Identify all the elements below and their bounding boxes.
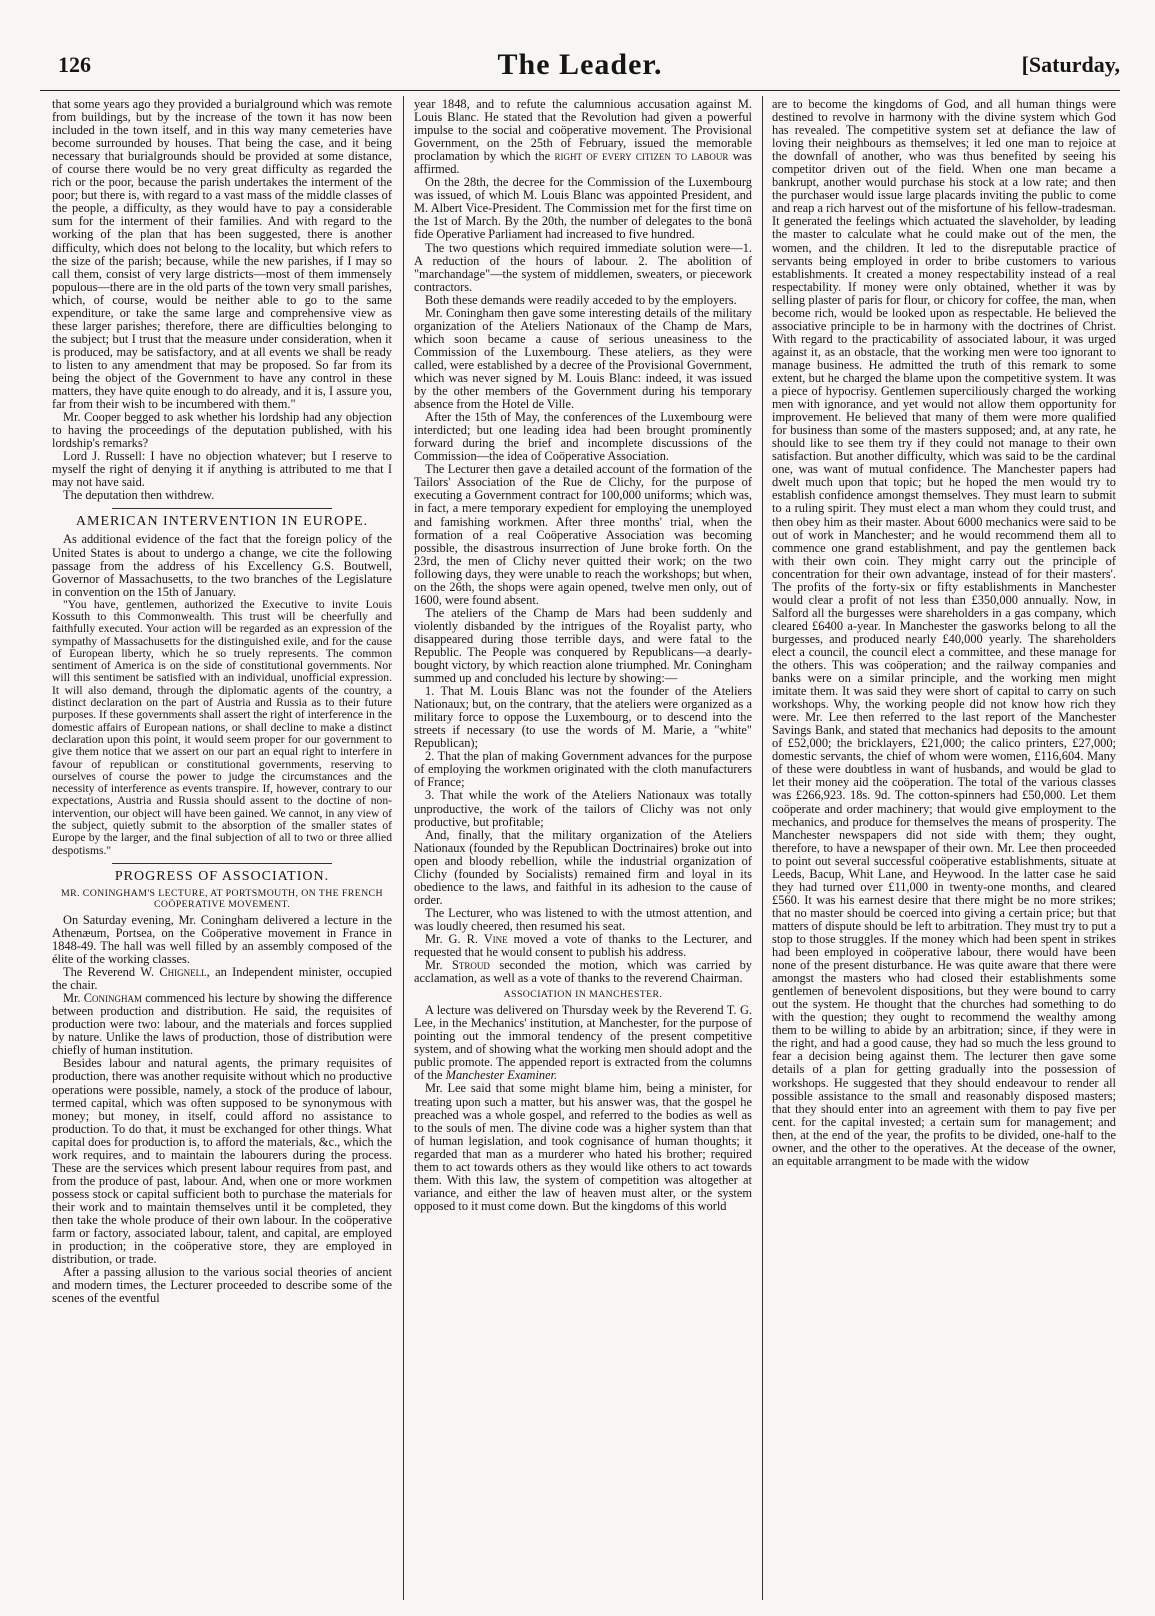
- column-divider: [403, 96, 404, 1600]
- person-name: G. R. Vine: [448, 932, 508, 946]
- text-run: was affirmed.: [414, 149, 752, 177]
- paragraph: Both these demands were readily acceded to by the employers.: [425, 292, 737, 307]
- person-name: Coningham: [83, 991, 143, 1006]
- text-run: A lecture was delivered on Thursday week by the Reverend T. G. Lee, in the Mechanics' institution, at Manchester, for the purpose of pointing out the immoral tendency of the present competitive system, and of showing what the working men should adopt and the public promote. The appended report is extracted from the columns of the: [414, 1003, 752, 1083]
- column-2: [414, 98, 752, 1606]
- paragraph: [414, 959, 752, 985]
- paragraph: [414, 1004, 752, 1082]
- section-subheading: ASSOCIATION IN MANCHESTER.: [503, 989, 663, 1001]
- text-run: moved a vote of thanks to the Lecturer, and requested that he would consent to publish his address.: [414, 932, 752, 960]
- emphasis-caps: right of every citizen to labour: [554, 149, 729, 164]
- newspaper-title: The Leader.: [497, 48, 663, 81]
- column-1: [52, 98, 392, 1606]
- paragraph: Mr. Lee said that some might blame him, being a minister, for treating upon such a matter, but his answer was, that the gospel he preached was a whole gospel, and referred to the bodies as well as to the souls of men. The divine code was a higher system than that of human legislation, and took cognisance of human thoughts; it regarded that man as a murderer who hated his brother; required them to act towards others as they would like others to act towards them. With this law, the system of competition was altogether at variance, and either the law of heaven must alter, or the system opposed to it must come down. But the kingdoms of this world: [414, 1081, 752, 1213]
- paragraph: The ateliers of the Champ de Mars had been suddenly and violently disbanded by the intrigues of the Royalist party, who disappeared during those terrible days, and were fatal to the Republic. The People was conquered by Republicans—a dearly-bought victory, by which reaction alone triumphed. Mr. Coningham summed up and concluded his lecture by showing:—: [414, 605, 752, 686]
- text-run: Mr.: [63, 991, 84, 1006]
- paragraph: are to become the kingdoms of God, and all human things were destined to revolve in harmony with the divine system which God has revealed. The competitive system set at defiance the law of loving their neighbours as themselves; it led one man to rejoice at the downfall of another, who was thus benefited by seeing his competitor driven out of the field. When one man became a bankrupt, another would purchase his stock at a low rate; and then the purchaser would issue large placards inviting the public to come and reap a rich harvest out of the misfortune of his fellow-tradesman. It generated the feelings which actuated the slaveholder, by leading the master to calculate what he could make out of the men, the women, and the children. It led to the disreputable practice of servants being employed in order to bribe customers to various establishments. It created a money respectability instead of a real respectability. If money were only obtained, whether it was by selling plaster of paris for flour, or chicory for coffee, the man, when become rich, would be looked upon as respectable. He believed the associative principle to be in harmony with the doctrines of Christ. With regard to the practicability of associated labour, it was urged against it, as an obstacle, that the working men were too ignorant to manage business. He admitted the truth of this remark to some extent, but he charged the blame upon the competitive system. It was a piece of hypocrisy. Gentlemen superciliously charged the working men with ignorance, and yet would not allow them opportunity for improvement. He believed that many of them were more qualified for business than some of the masters supposed; and, at any rate, he should like to see them try if they could not manage to their own satisfaction. But another difficulty, which was said to be the cardinal one, was want of mutual confidence. The Manchester papers had dwelt much upon that topic; but he hoped the men would try to establish confidence amongst themselves. They must learn to submit to a ruling spirit. They must elect a man whom they could trust, and then obey him as their master. About 6000 mechanics were said to be out of work in Manchester; and he would recommend them all to commence one grand establishment, and pay the gentlemen back with their own coin. They might carry out the principle of concentration for their own advantage, instead of for their masters'. The profits of the forty-six or fifty establishments in Manchester would clear a profit of not less than £350,000 annually. Now, in Salford all the burgesses were shareholders in a gas company, which cleared £6400 a-year. In Manchester the gasworks belong to all the burgesses, and produced nearly £40,000 yearly. The shareholders elect a council, the council elect a committee, and these manage for the others. This was coöperation; and the railway companies and banks were on a similar principle, and the working men might imitate them. It was said they were short of capital to carry on such workshops. Why, the working people did not know how rich they were. Mr. Lee then referred to the last report of the Manchester Savings Bank, and stated that mechanics had deposits to the amount of £52,000; the bricklayers, £21,000; the calico printers, £27,000; domestic servants, the chief of whom were women, £116,604. Many of these were doubtless in want of husbands, and would be glad to let their money aid the coöperation. The total of the various classes was £266,923. 18s. 9d. The cotton-spinners had £50,000. Let them coöperate and order machinery; that would give employment to the mechanics, and produce for themselves the means of prosperity. The Manchester newspapers did not side with them; they ought, therefore, to have a newspaper of their own. Mr. Lee then proceeded to point out several successful coöperative establishments, situate at Leeds, Bacup, Whit Lane, and Heywood. In the latter case he said they had turned over £11,000 in twenty-one months, and cleared £560. It was his earnest desire that there might be no more strikes; that no master should be coerced into giving a certain price; but that matters of dispute should be left to arbitration. They must try to put a stop to those struggles. If the money which had been spent in strikes had been employed in coöperative labour, there would have been none of the present disturbance. He was quite aware that there were amongst the masters who had closed their establishments some gentlemen of benevolent dispositions, but they were bound to carry out the system. He thought that the churches had something to do with the question; they ought to recommend the wealthy among them to be willing to abide by an arbitration; since, if they were in the right, and had a good cause, they had so much the less ground to fear a decision being against them. The lecturer then gave some details of a plan for getting gradually into the possession of workshops. He suggested that they should endeavour to render all possible assistance to the small and reasonably disposed masters; that they should enter into an agreement with them to pay five per cent. for the capital invested; a certain sum for management; and then, at the end of the year, the profits to be divided, one-half to the owner, and the other to the operatives. At the decease of the owner, an equitable arrangment to be made with the widow: [772, 98, 1116, 1168]
- quoted-address: "You have, gentlemen, authorized the Executive to invite Louis Kossuth to this Commonwealth. This trust will be cheerfully and faithfully executed. Your action will be regarded as an expression of the sympathy of Massachusetts for the distinguished exile, and for the cause of European liberty, which he so truely represents. The common sentiment of America is on the side of constitutional governments. Nor will this sentiment be satisfied with an individual, unofficial expression. It will also demand, through the diplomatic agents of the country, a distinct declaration on the part of Austria and Russia as to their future purposes. If these governments shall assert the right of interference in the domestic affairs of European nations, or shall decline to make a distinct declaration upon this point, it would seem proper for our government to give them notice that we assert on our part an equal right to interfere in favour of republican or constitutional governments, reserving to ourselves of course the power to judge the circumstances and the necessity of interference as events transpire. If, however, contrary to our expectations, Austria and Russia should assent to the doctine of non-intervention, our object will have been gained. We cannot, in any view of the subject, quietly submit to the absorption of the smaller states of Europe by the larger, and the final subjection of all to two or three allied despotisms.": [52, 597, 392, 857]
- section-heading: PROGRESS OF ASSOCIATION.: [114, 868, 330, 884]
- text-run: seconded the motion, which was carried by acclamation, as well as a vote of thanks to the reverend Chairman.: [414, 958, 752, 986]
- issue-day: [Saturday,: [1021, 52, 1120, 77]
- paragraph: The Lecturer then gave a detailed account of the formation of the Tailors' Association of the Rue de Clichy, for the purpose of executing a Government contract for 100,000 uniforms; which was, in fact, a mere temporary expedient for employing the unemployed and famishing workmen. After three months' trial, when the formation of a real Coöperative Association was becoming possible, the disastrous insurrection of June broke forth. On the 23rd, the men of Clichy never quitted their work; on the two following days, they were unable to reach the workshops; but when, on the 26th, the shops were again opened, twelve men only, out of 1600, were found absent.: [414, 462, 752, 607]
- section-divider: [112, 863, 332, 864]
- section-subheading: MR. CONINGHAM'S LECTURE, AT PORTSMOUTH, ON THE FRENCH COÖPERATIVE MOVEMENT.: [61, 887, 383, 910]
- paragraph: Besides labour and natural agents, the primary requisites of production, there was another requisite without which no productive operations were possible, namely, a stock of the produce of labour, termed capital, which was often supposed to be synonymous with money; but money, in itself, could afford no assistance to production. To do that, it must be exchanged for other things. What capital does for production is, to afford the materials, &c., which the work requires, and to maintain the labourers during the process. These are the services which present labour requires from past, and from the produce of past, labour. And, when one or more workmen possess stock or capital sufficient both to purchase the materials for their work and to maintain themselves until it be completed, they then take the whole produce of their own labour. In the coöperative farm or factory, associated labour, talent, and capital, are employed in production; in the coöperative store, they are employed in distribution, or trade.: [52, 1056, 392, 1267]
- paragraph: [52, 966, 392, 992]
- person-name: Stroud: [452, 958, 490, 973]
- paragraph: Mr. Cooper begged to ask whether his lordship had any objection to having the proceedings of the deputation published, with his lordship's remarks?: [52, 410, 392, 451]
- paragraph: Lord J. Russell: I have no objection whatever; but I reserve to myself the right of denying it if anything is attributed to me that I may not have said.: [52, 449, 392, 490]
- paragraph: On Saturday evening, Mr. Coningham delivered a lecture in the Athenæum, Portsea, on the Coöperative movement in France in 1848-49. The hall was well filled by an assembly composed of the élite of the working classes.: [52, 912, 392, 967]
- paragraph: As additional evidence of the fact that the foreign policy of the United States is about to undergo a change, we cite the following passage from the address of his Excellency G.S. Boutwell, Governor of Massachusetts, to the two branches of the Legislature in convention on the 15th of January.: [52, 532, 392, 599]
- section-divider: [112, 508, 332, 509]
- paragraph: Mr. Coningham then gave some interesting details of the military organization of the Ateliers Nationaux of the Champ de Mars, which soon became a cause of serious uneasiness to the Commission of the Luxembourg. These ateliers, as they were called, were established by a decree of the Provisional Government, which was never signed by M. Louis Blanc: indeed, it was issued by the other members of the Government during his temporary absence from the Hotel de Ville.: [414, 305, 752, 412]
- paragraph: [414, 933, 752, 959]
- publication-name: Manchester Examiner.: [445, 1068, 558, 1083]
- page-number: 126: [58, 52, 91, 77]
- paragraph: 3. That while the work of the Ateliers Nationaux was totally unproductive, the work of the tailors of Clichy was not only productive, but profitable;: [414, 788, 752, 829]
- paragraph: And, finally, that the military organization of the Ateliers Nationaux (founded by the Republican Doctrinaires) broke out into open and bloody rebellion, while the industrial organization of Clichy (founded by Socialists) remained firm and loyal in its obedience to the laws, and faithful in its adhesion to the cause of order.: [414, 827, 752, 907]
- paragraph: After the 15th of May, the conferences of the Luxembourg were interdicted; but one leading idea had been brought prominently forward during the brief and incomplete discussions of the Commission—the idea of Coöperative Association.: [414, 410, 752, 464]
- paragraph: 2. That the plan of making Government advances for the purpose of employing the workmen originated with the cloth manufacturers of France;: [414, 749, 752, 790]
- text-run: year 1848, and to refute the calumnious accusation against M. Louis Blanc. He stated that the Revolution had given a powerful impulse to the social and coöperative movement. The Provisional Government, on the 25th of February, issued the memorable proclamation by which the: [414, 98, 752, 164]
- text-run: Mr.: [425, 932, 449, 946]
- section-heading: AMERICAN INTERVENTION IN EUROPE.: [75, 514, 369, 530]
- paragraph: [52, 992, 392, 1057]
- text-run: commenced his lecture by showing the difference between production and distribution. He said, the requisites of production were two: labour, and the materials and forces supplied by nature. Unlike the laws of production, those of distribution were chiefly of human institution.: [52, 991, 392, 1058]
- column-divider: [762, 96, 763, 1600]
- paragraph: On the 28th, the decree for the Commission of the Luxembourg was issued, of which M. Louis Blanc was appointed President, and M. Albert Vice-President. The Commission met for the first time on the 1st of March. By the 20th, the number of delegates to the bonâ fide Operative Parliament had increased to five hundred.: [414, 175, 752, 242]
- text-run: an Independent minister, occupied the chair.: [52, 965, 392, 993]
- paragraph: [414, 98, 752, 176]
- paragraph: that some years ago they provided a burialground which was remote from buildings, but by the increase of the town it has now been included in the town itself, and in this way many cemeteries have become surrounded by houses. That being the case, and it being necessary that burialgrounds should be provided at some distance, of course there would be no very great difficulty as regarded the rich or the poor, because the parish undertakes the interment of the poor; but there is, with regard to a vast mass of the middle classes of the people, a difficulty, as they would have to pay a considerable sum for the interment of their families. And with regard to the working of the plan that has been suggested, there is another difficulty, which does not belong to the locality, but which refers to the size of the parish; because, while the new parishes, if I may so call them, consist of very large districts—most of them immensely populous—there are in the old parts of the town very small parishes, which, of course, would be neither able to go to the same expenditure, or take the same large and comprehensive view as these larger parishes; therefore, there are difficulties belonging to the subject; but I trust that the measure under consideration, when it is produced, may be satisfactory, and at all events we shall be ready to listen to any amendment that may be proposed. So far from its being the object of the Government to have any control in these matters, they have quite enough to do already, and it is, I assure you, far from their wish to be incumbered with them.": [52, 98, 392, 412]
- column-3: [772, 98, 1116, 1606]
- paragraph: The Lecturer, who was listened to with the utmost attention, and was loudly cheered, then resumed his seat.: [414, 905, 752, 933]
- paragraph: After a passing allusion to the various social theories of ancient and modern times, the Lecturer proceeded to describe some of the scenes of the eventful: [52, 1265, 392, 1306]
- text-run: Mr.: [425, 958, 453, 973]
- paragraph: 1. That M. Louis Blanc was not the founder of the Ateliers Nationaux; but, on the contrary, that the ateliers were organized as a military force to oppose the Luxembourg, or to descend into the streets if necessary (to use the words of M. Marie, a "white" Republican);: [414, 684, 752, 751]
- masthead: [40, 46, 1120, 91]
- paragraph: The two questions which required immediate solution were—1. A reduction of the hours of labour. 2. The abolition of "marchandage"—the system of middlemen, sweaters, or piecework contractors.: [414, 240, 752, 294]
- text-run: The Reverend: [63, 965, 141, 980]
- person-name: W. Chignell,: [140, 965, 210, 980]
- paragraph: The deputation then withdrew.: [63, 488, 215, 503]
